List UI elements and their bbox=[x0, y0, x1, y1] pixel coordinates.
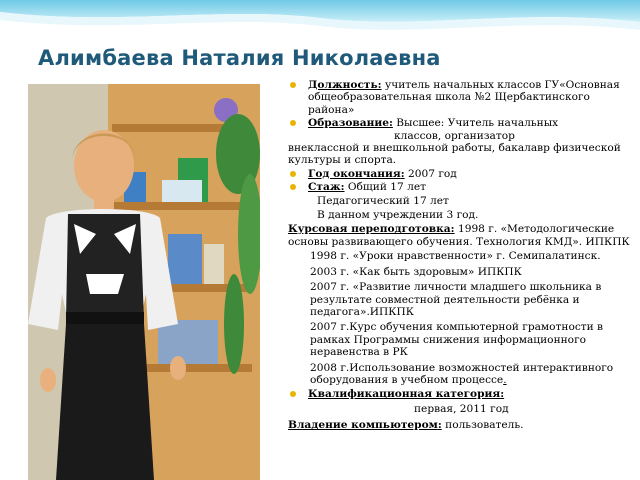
experience-value: Общий 17 лет bbox=[344, 181, 426, 194]
bullet-icon bbox=[290, 120, 296, 126]
education-cont1: классов, организатор bbox=[394, 129, 515, 142]
computer-item bbox=[288, 419, 630, 431]
education-item bbox=[288, 117, 630, 167]
experience-ped: Педагогический 17 лет bbox=[317, 194, 449, 207]
bullet-icon bbox=[290, 184, 296, 190]
courses-colon: : bbox=[450, 223, 455, 236]
education-label: Образование bbox=[308, 117, 389, 130]
graduation-item bbox=[288, 168, 630, 180]
course-6-end: . bbox=[503, 373, 507, 386]
computer-label: Владение компьютером bbox=[288, 419, 438, 432]
qualification-value: первая, 2011 год bbox=[414, 402, 509, 415]
course-2: 1998 г. «Уроки нравственности» г. Семипалатинск. bbox=[310, 250, 601, 263]
bullet-icon bbox=[290, 391, 296, 397]
teacher-photo bbox=[28, 84, 260, 480]
courses-item bbox=[288, 223, 630, 248]
computer-value: пользователь. bbox=[441, 419, 524, 432]
education-cont2: внеклассной и внешкольной работы, бакалавр физической культуры и спорта. bbox=[288, 142, 621, 167]
course-6 bbox=[288, 362, 630, 387]
graduation-colon: : bbox=[400, 167, 405, 180]
experience-here: В данном учреждении 3 год. bbox=[317, 209, 479, 222]
experience-colon: : bbox=[340, 181, 345, 194]
course-6-text: 2008 г.Использование возможностей интерактивного оборудования в учебном процессе bbox=[310, 361, 614, 386]
course-3: 2003 г. «Как быть здоровым» ИПКПК bbox=[310, 265, 522, 278]
profile-text bbox=[288, 79, 630, 432]
courses-label: Курсовая переподготовка bbox=[288, 223, 451, 236]
bullet-icon bbox=[290, 82, 296, 88]
education-colon: : bbox=[388, 117, 393, 130]
experience-item bbox=[288, 181, 630, 193]
graduation-label: Год окончания bbox=[308, 167, 401, 180]
position-label: Должность: bbox=[308, 79, 382, 91]
course-5: 2007 г.Курс обучения компьютерной грамотности в рамках Программы снижения информационного неравенства в РК bbox=[310, 321, 604, 359]
page-title: Алимбаева Наталия Николаевна bbox=[38, 46, 441, 70]
qualification-item bbox=[288, 388, 630, 400]
graduation-value: 2007 год bbox=[404, 167, 457, 180]
computer-colon: : bbox=[437, 419, 442, 432]
position-item bbox=[288, 79, 630, 116]
experience-label: Стаж bbox=[308, 181, 341, 194]
course-4: 2007 г. «Развитие личности младшего школьника в результате совместной деятельности ребёнка и педагога».ИПКПК bbox=[310, 281, 602, 318]
qualification-label: Квалификационная категория: bbox=[308, 388, 505, 401]
education-value: Высшее: Учитель начальных bbox=[392, 117, 559, 130]
position-value: учитель начальных классов ГУ«Основная общеобразовательная школа №2 Щербактинского района» bbox=[308, 79, 620, 116]
bullet-icon bbox=[290, 171, 296, 177]
course-1: 1998 г. «Методологические основы развивающего обучения. Технология КМД». ИПКПК bbox=[288, 223, 630, 248]
